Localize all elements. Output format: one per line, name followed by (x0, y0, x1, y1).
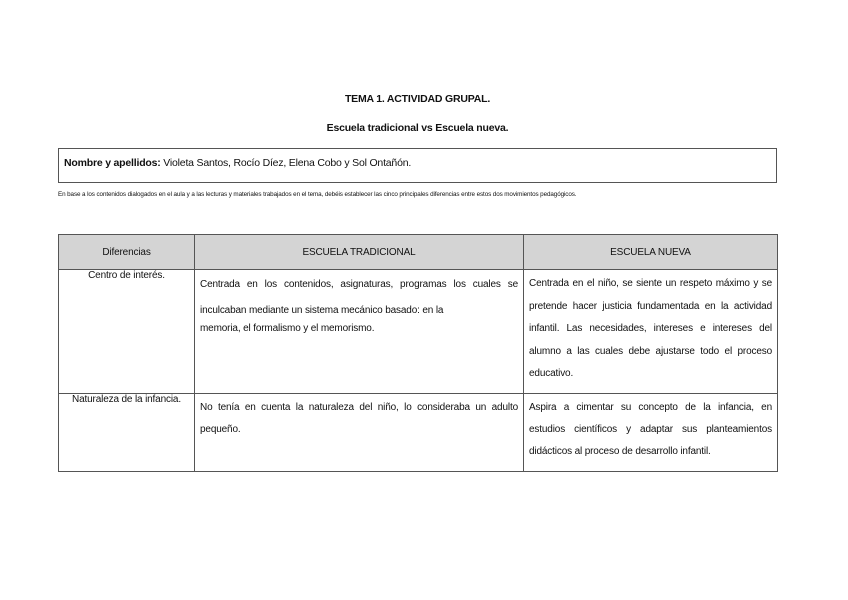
table-header-row (59, 235, 778, 270)
document-title: TEMA 1. ACTIVIDAD GRUPAL. (344, 93, 491, 105)
cell-tradicional (195, 394, 524, 472)
row-criterion: Naturaleza de la infancia. (59, 394, 195, 472)
cell-tradicional-text: Centrada en los contenidos, asignaturas, programas los cuales se inculcaban mediante un sistema mecánico basado: en la (200, 279, 518, 316)
names-box (58, 148, 777, 183)
cell-nueva-text: Centrada en el niño, se siente un respeto máximo y se pretende hacer justicia fundamentada en la actividad infantil. Las necesidades, intereses e intereses del alumno a las cuales debe ajustarse todo el proceso educativo. (529, 278, 772, 379)
header-diferencias: Diferencias (59, 235, 195, 270)
cell-nueva (524, 270, 778, 394)
cell-tradicional-text: No tenía en cuenta la naturaleza del niño, lo consideraba un adulto pequeño. (200, 402, 518, 435)
cell-nueva (524, 394, 778, 472)
cell-nueva-text: Aspira a cimentar su concepto de la infancia, en estudios científicos y adaptar sus planteamientos didácticos al proceso de desarrollo infantil. (529, 402, 772, 457)
names-label: Nombre y apellidos: (64, 157, 161, 169)
table-row (59, 394, 778, 472)
comparison-table (58, 234, 778, 472)
cell-tradicional (195, 270, 524, 394)
row-criterion: Centro de interés. (59, 270, 195, 394)
table-row (59, 270, 778, 394)
header-escuela-nueva: ESCUELA NUEVA (524, 235, 778, 270)
header-escuela-tradicional: ESCUELA TRADICIONAL (195, 235, 524, 270)
instruction-text: En base a los contenidos dialogados en el aula y a las lecturas y materiales trabajados en el tema, debéis establecer las cinco principales diferencias entre estos dos movimientos pedagógicos. (58, 191, 577, 198)
cell-tradicional-text: memoria, el formalismo y el memorismo. (200, 323, 375, 334)
names-value: Violeta Santos, Rocío Díez, Elena Cobo y Sol Ontañón. (163, 157, 412, 169)
document-subtitle: Escuela tradicional vs Escuela nueva. (326, 122, 509, 134)
